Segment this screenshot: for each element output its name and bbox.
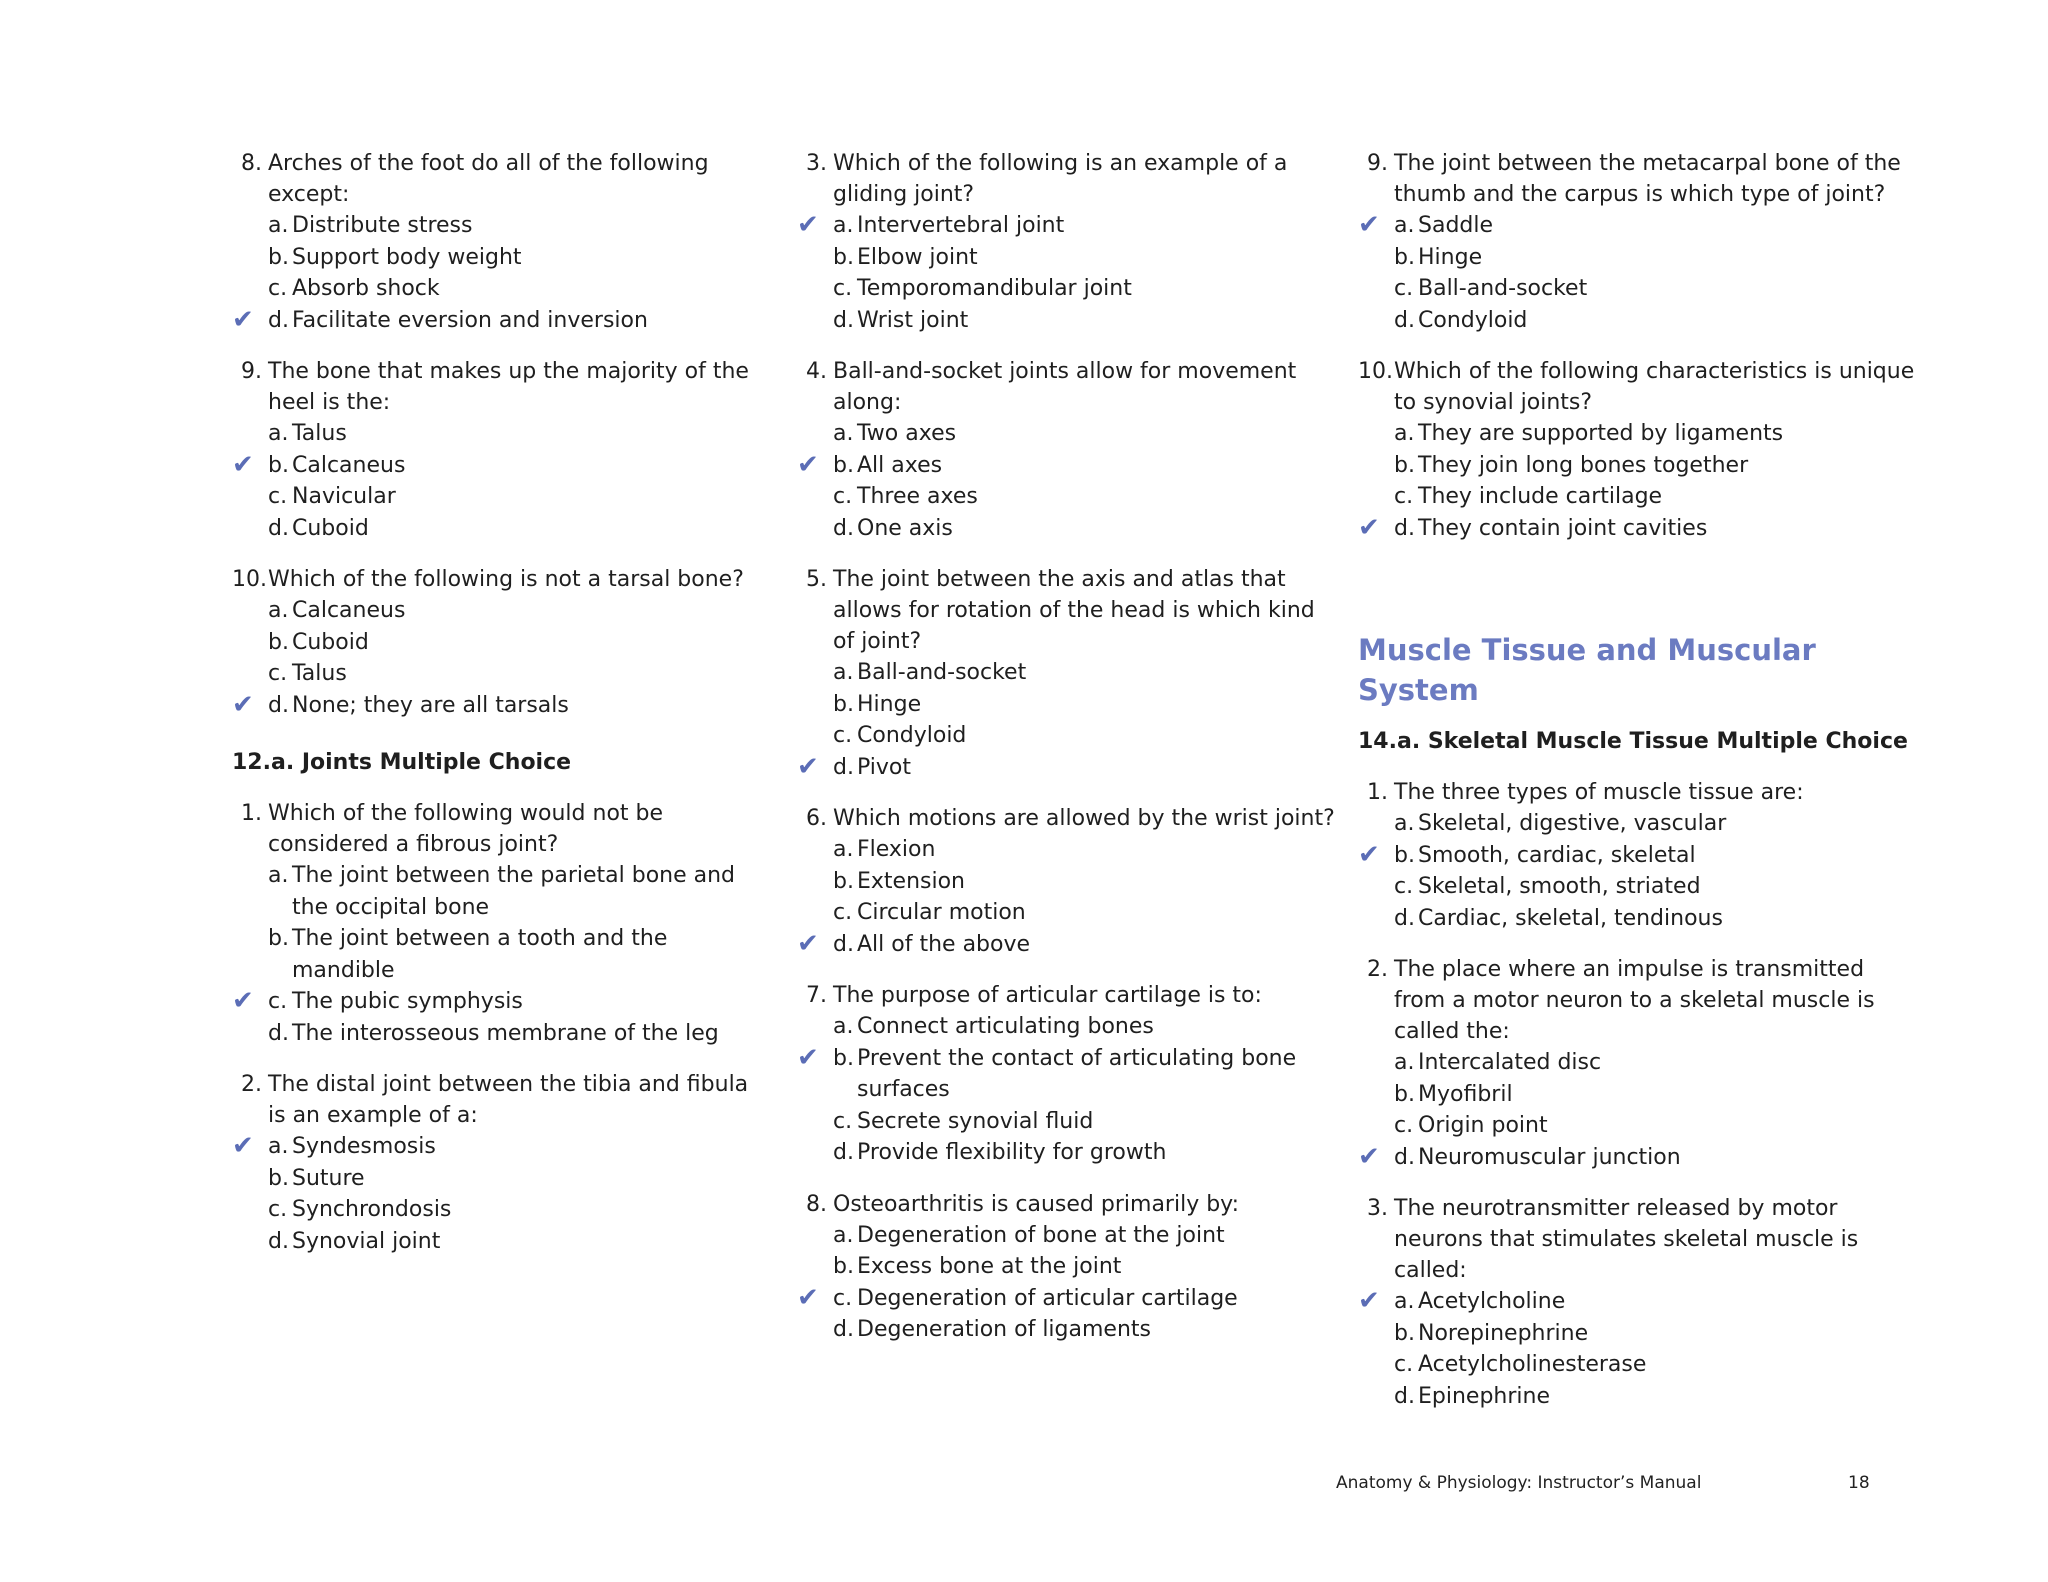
option-text: Facilitate eversion and inversion xyxy=(292,307,648,333)
answer-option xyxy=(1358,418,1918,450)
check-mark-icon: ✔ xyxy=(1358,1141,1380,1172)
answer-option xyxy=(797,242,1337,274)
question-number: 4. xyxy=(806,359,827,384)
answer-option xyxy=(1358,1142,1918,1174)
question-number: 6. xyxy=(806,806,827,831)
answer-option xyxy=(1358,1318,1918,1350)
answer-option xyxy=(797,1106,1337,1138)
option-letter: d. xyxy=(1394,905,1415,931)
question-number: 8. xyxy=(241,151,262,176)
answer-option xyxy=(1358,210,1918,242)
question-prompt: The joint between the metacarpal bone of the thumb and the carpus is which type of joint? xyxy=(1394,151,1901,207)
question-prompt: The place where an impulse is transmitted from a motor neuron to a skeletal muscle is called the: xyxy=(1394,957,1875,1044)
option-letter: c. xyxy=(833,900,853,925)
column-1 xyxy=(232,148,772,1277)
option-text: Smooth, cardiac, skeletal xyxy=(1418,842,1696,868)
question-item xyxy=(1358,148,1918,336)
answer-option xyxy=(232,450,772,482)
question-number: 1. xyxy=(241,801,262,826)
question-item xyxy=(232,148,772,336)
option-text: Calcaneus xyxy=(292,452,406,478)
option-letter: a. xyxy=(833,1014,854,1039)
question-item xyxy=(797,148,1337,336)
question-text xyxy=(797,148,1337,210)
answer-option xyxy=(232,1131,772,1163)
option-text: Navicular xyxy=(292,484,396,509)
option-letter: d. xyxy=(833,1140,854,1165)
answer-option xyxy=(797,418,1337,450)
option-letter: d. xyxy=(833,307,854,333)
answer-option xyxy=(797,720,1337,752)
answer-option xyxy=(1358,1079,1918,1111)
answer-option xyxy=(797,210,1337,242)
answer-option xyxy=(797,752,1337,784)
option-letter: d. xyxy=(833,1317,854,1342)
option-text: Cardiac, skeletal, tendinous xyxy=(1418,905,1723,931)
spacer xyxy=(797,544,1337,564)
option-text: Ball-and-socket xyxy=(857,660,1027,685)
answer-option xyxy=(232,1163,772,1195)
question-item xyxy=(232,1069,772,1257)
question-text xyxy=(232,356,772,418)
spacer xyxy=(1358,1412,1918,1432)
option-text: Support body weight xyxy=(292,244,522,270)
question-text xyxy=(797,564,1337,657)
option-text: Cuboid xyxy=(292,629,369,655)
option-letter: c. xyxy=(833,484,853,509)
question-text xyxy=(1358,954,1918,1047)
question-number: 2. xyxy=(1367,957,1388,982)
option-text: Skeletal, smooth, striated xyxy=(1418,874,1701,899)
question-text xyxy=(232,798,772,860)
option-letter: c. xyxy=(1394,484,1414,509)
question-item xyxy=(232,564,772,721)
option-letter: d. xyxy=(833,515,854,541)
option-text: The interosseous membrane of the leg xyxy=(292,1020,719,1046)
question-number: 10. xyxy=(1358,359,1393,384)
answer-option xyxy=(232,690,772,722)
question-text xyxy=(232,564,772,595)
question-item xyxy=(232,798,772,1049)
question-number: 10. xyxy=(232,567,267,592)
option-letter: d. xyxy=(1394,515,1415,541)
answer-option xyxy=(1358,1349,1918,1381)
spacer xyxy=(232,1049,772,1069)
check-mark-icon: ✔ xyxy=(1358,210,1380,240)
option-text: Synovial joint xyxy=(292,1228,441,1254)
option-text: Degeneration of ligaments xyxy=(857,1317,1151,1342)
spacer xyxy=(797,1346,1337,1366)
answer-option xyxy=(797,866,1337,898)
option-text: Temporomandibular joint xyxy=(857,276,1132,301)
option-text: Suture xyxy=(292,1165,365,1191)
option-text: Acetylcholinesterase xyxy=(1418,1352,1647,1377)
check-mark-icon: ✔ xyxy=(1358,1286,1380,1316)
answer-option xyxy=(232,210,772,242)
question-prompt: Which of the following is an example of a gliding joint? xyxy=(833,151,1288,207)
option-letter: b. xyxy=(833,1045,854,1071)
option-text: Absorb shock xyxy=(292,276,440,301)
question-item xyxy=(797,980,1337,1169)
option-text: Origin point xyxy=(1418,1113,1548,1138)
answer-option xyxy=(1358,871,1918,903)
answer-option xyxy=(1358,305,1918,337)
spacer xyxy=(1358,1173,1918,1193)
answer-option xyxy=(1358,1047,1918,1079)
question-prompt: Which of the following is not a tarsal bone? xyxy=(268,567,744,592)
option-letter: d. xyxy=(833,754,854,780)
option-letter: d. xyxy=(268,692,289,718)
option-letter: d. xyxy=(1394,1144,1415,1170)
answer-option xyxy=(797,689,1337,721)
answer-option xyxy=(1358,242,1918,274)
option-text: Prevent the contact of articulating bone surfaces xyxy=(857,1045,1297,1102)
option-text: Synchrondosis xyxy=(292,1197,452,1222)
option-text: They join long bones together xyxy=(1418,452,1749,478)
option-letter: a. xyxy=(268,213,289,238)
option-letter: a. xyxy=(833,213,854,238)
check-mark-icon: ✔ xyxy=(797,449,819,480)
question-number: 2. xyxy=(241,1072,262,1097)
question-text xyxy=(797,356,1337,418)
answer-option xyxy=(232,242,772,274)
answer-option xyxy=(232,305,772,337)
option-text: They contain joint cavities xyxy=(1418,515,1708,541)
question-prompt: The distal joint between the tibia and fibula is an example of a: xyxy=(268,1072,749,1128)
spacer xyxy=(232,336,772,356)
answer-option xyxy=(232,923,772,986)
question-item xyxy=(1358,777,1918,934)
spacer xyxy=(232,721,772,741)
question-text xyxy=(797,980,1337,1011)
option-text: Talus xyxy=(292,421,347,446)
answer-option xyxy=(232,1018,772,1050)
option-letter: a. xyxy=(1394,811,1415,836)
page-number: 18 xyxy=(1848,1473,1870,1493)
column-2 xyxy=(797,148,1337,1366)
question-text xyxy=(797,803,1337,834)
option-letter: d. xyxy=(268,515,289,541)
answer-option xyxy=(232,986,772,1018)
option-text: Three axes xyxy=(857,484,978,509)
question-text xyxy=(1358,356,1918,418)
spacer xyxy=(797,960,1337,980)
option-letter: b. xyxy=(833,868,854,894)
question-number: 5. xyxy=(806,567,827,592)
check-mark-icon: ✔ xyxy=(232,449,254,480)
answer-option xyxy=(797,657,1337,689)
answer-option xyxy=(797,834,1337,866)
option-letter: d. xyxy=(1394,307,1415,333)
option-letter: c. xyxy=(268,276,288,301)
option-letter: d. xyxy=(1394,1383,1415,1409)
question-item xyxy=(797,803,1337,960)
option-text: Degeneration of bone at the joint xyxy=(857,1222,1225,1248)
question-number: 1. xyxy=(1367,780,1388,805)
option-letter: b. xyxy=(1394,244,1415,270)
spacer xyxy=(232,544,772,564)
spacer xyxy=(1358,934,1918,954)
option-letter: c. xyxy=(268,484,288,509)
question-item xyxy=(797,1189,1337,1346)
answer-option xyxy=(1358,840,1918,872)
question-item xyxy=(232,356,772,544)
spacer xyxy=(797,336,1337,356)
option-text: Norepinephrine xyxy=(1418,1320,1589,1346)
option-letter: b. xyxy=(833,452,854,478)
answer-option xyxy=(797,1314,1337,1346)
question-prompt: The neurotransmitter released by motor neurons that stimulates skeletal muscle is called: xyxy=(1394,1196,1859,1283)
question-prompt: The purpose of articular cartilage is to: xyxy=(833,983,1262,1008)
option-text: Condyloid xyxy=(1418,307,1528,333)
option-text: Hinge xyxy=(857,691,922,717)
check-mark-icon: ✔ xyxy=(232,1131,254,1161)
answer-option xyxy=(797,897,1337,929)
option-letter: b. xyxy=(268,629,289,655)
question-item xyxy=(1358,1193,1918,1412)
answer-option xyxy=(232,627,772,659)
option-letter: a. xyxy=(1394,1289,1415,1314)
answer-option xyxy=(232,513,772,545)
spacer xyxy=(1358,336,1918,356)
option-letter: a. xyxy=(833,421,854,446)
answer-option xyxy=(797,1283,1337,1315)
answer-option xyxy=(1358,481,1918,513)
option-letter: b. xyxy=(1394,452,1415,478)
option-letter: a. xyxy=(1394,1050,1415,1075)
option-text: Skeletal, digestive, vascular xyxy=(1418,811,1727,836)
check-mark-icon: ✔ xyxy=(797,928,819,959)
check-mark-icon: ✔ xyxy=(797,1282,819,1313)
option-letter: b. xyxy=(1394,1320,1415,1346)
option-letter: b. xyxy=(1394,1081,1415,1107)
answer-option xyxy=(232,273,772,305)
question-text xyxy=(797,1189,1337,1220)
option-letter: c. xyxy=(833,276,853,301)
question-text xyxy=(1358,1193,1918,1286)
answer-option xyxy=(232,481,772,513)
question-item xyxy=(1358,954,1918,1173)
option-letter: c. xyxy=(833,1285,853,1311)
option-text: Circular motion xyxy=(857,900,1026,925)
answer-option xyxy=(1358,1381,1918,1413)
option-text: Degeneration of articular cartilage xyxy=(857,1285,1238,1311)
option-letter: a. xyxy=(268,598,289,623)
question-item xyxy=(797,564,1337,783)
option-text: One axis xyxy=(857,515,953,541)
option-text: Neuromuscular junction xyxy=(1418,1144,1681,1170)
answer-option xyxy=(232,418,772,450)
answer-option xyxy=(1358,513,1918,545)
answer-option xyxy=(232,1226,772,1258)
option-letter: a. xyxy=(268,863,289,888)
check-mark-icon: ✔ xyxy=(797,210,819,240)
answer-option xyxy=(1358,903,1918,935)
question-number: 3. xyxy=(806,151,827,176)
option-letter: d. xyxy=(833,931,854,957)
option-text: Extension xyxy=(857,868,966,894)
option-letter: b. xyxy=(268,926,289,951)
section-heading: 12.a. Joints Multiple Choice xyxy=(232,750,572,775)
option-text: Excess bone at the joint xyxy=(857,1254,1122,1279)
question-prompt: Osteoarthritis is caused primarily by: xyxy=(833,1191,1240,1217)
option-text: Acetylcholine xyxy=(1418,1289,1566,1314)
option-text: None; they are all tarsals xyxy=(292,692,569,718)
answer-option xyxy=(797,1043,1337,1106)
option-text: Saddle xyxy=(1418,213,1494,238)
option-letter: c. xyxy=(1394,874,1414,899)
question-prompt: The bone that makes up the majority of the heel is the: xyxy=(268,359,749,415)
option-text: All of the above xyxy=(857,931,1031,957)
question-prompt: The joint between the axis and atlas that allows for rotation of the head is which kind of joint? xyxy=(833,567,1315,654)
answer-option xyxy=(232,860,772,923)
answer-option xyxy=(232,658,772,690)
question-prompt: Arches of the foot do all of the following except: xyxy=(268,151,709,207)
option-text: Distribute stress xyxy=(292,213,473,238)
option-text: Secrete synovial fluid xyxy=(857,1108,1094,1134)
question-prompt: Which motions are allowed by the wrist joint? xyxy=(833,806,1335,831)
option-letter: a. xyxy=(268,421,289,446)
option-letter: b. xyxy=(833,691,854,717)
check-mark-icon: ✔ xyxy=(232,986,254,1016)
question-text xyxy=(1358,777,1918,808)
check-mark-icon: ✔ xyxy=(797,1042,819,1073)
option-text: Wrist joint xyxy=(857,307,969,333)
option-text: Myofibril xyxy=(1418,1081,1513,1107)
option-text: The joint between a tooth and the mandible xyxy=(292,926,668,983)
option-letter: d. xyxy=(268,307,289,333)
option-text: Hinge xyxy=(1418,244,1483,270)
option-text: Pivot xyxy=(857,754,912,780)
question-text xyxy=(232,148,772,210)
option-letter: c. xyxy=(268,989,288,1014)
option-letter: d. xyxy=(268,1020,289,1046)
question-item xyxy=(797,356,1337,544)
option-text: Cuboid xyxy=(292,515,369,541)
answer-option xyxy=(1358,1286,1918,1318)
question-prompt: Which of the following characteristics is unique to synovial joints? xyxy=(1394,359,1915,415)
option-letter: a. xyxy=(833,837,854,862)
chapter-heading: Muscle Tissue and Muscular System xyxy=(1358,633,1816,707)
option-text: Calcaneus xyxy=(292,598,406,623)
option-letter: a. xyxy=(1394,421,1415,446)
option-text: The pubic symphysis xyxy=(292,989,523,1014)
check-mark-icon: ✔ xyxy=(797,751,819,782)
spacer xyxy=(232,1257,772,1277)
option-letter: c. xyxy=(833,1108,853,1134)
option-letter: c. xyxy=(268,1197,288,1222)
answer-option xyxy=(797,513,1337,545)
check-mark-icon: ✔ xyxy=(1358,839,1380,870)
option-letter: b. xyxy=(268,1165,289,1191)
option-letter: c. xyxy=(268,661,288,686)
question-number: 7. xyxy=(806,983,827,1008)
check-mark-icon: ✔ xyxy=(232,304,254,335)
question-item xyxy=(1358,356,1918,544)
option-text: Condyloid xyxy=(857,723,967,748)
check-mark-icon: ✔ xyxy=(1358,512,1380,543)
option-letter: c. xyxy=(1394,1352,1414,1377)
answer-option xyxy=(1358,808,1918,840)
option-text: Two axes xyxy=(857,421,957,446)
option-letter: c. xyxy=(833,723,853,748)
column-3 xyxy=(1358,148,1918,1432)
answer-option xyxy=(797,1137,1337,1169)
option-text: Intervertebral joint xyxy=(857,213,1065,238)
question-number: 3. xyxy=(1367,1196,1388,1221)
check-mark-icon: ✔ xyxy=(232,689,254,720)
question-number: 9. xyxy=(1367,151,1388,176)
option-letter: c. xyxy=(1394,1113,1414,1138)
option-text: Provide flexibility for growth xyxy=(857,1140,1167,1165)
option-text: They are supported by ligaments xyxy=(1418,421,1784,446)
question-number: 8. xyxy=(806,1191,827,1217)
option-letter: a. xyxy=(268,1134,289,1159)
question-number: 9. xyxy=(241,359,262,384)
section-heading: 14.a. Skeletal Muscle Tissue Multiple Choice xyxy=(1358,729,1908,754)
option-text: Connect articulating bones xyxy=(857,1014,1154,1039)
answer-option xyxy=(232,595,772,627)
answer-option xyxy=(797,481,1337,513)
option-text: Flexion xyxy=(857,837,936,862)
option-text: Elbow joint xyxy=(857,244,978,270)
option-text: Syndesmosis xyxy=(292,1134,436,1159)
answer-option xyxy=(1358,273,1918,305)
answer-option xyxy=(797,1220,1337,1252)
answer-option xyxy=(797,305,1337,337)
option-text: Epinephrine xyxy=(1418,1383,1550,1409)
option-letter: a. xyxy=(833,660,854,685)
answer-option xyxy=(1358,450,1918,482)
answer-option xyxy=(797,929,1337,961)
option-letter: a. xyxy=(1394,213,1415,238)
question-text xyxy=(232,1069,772,1131)
question-prompt: Which of the following would not be considered a fibrous joint? xyxy=(268,801,664,857)
option-letter: b. xyxy=(1394,842,1415,868)
spacer xyxy=(797,1169,1337,1189)
option-letter: d. xyxy=(268,1228,289,1254)
answer-option xyxy=(232,1194,772,1226)
answer-option xyxy=(1358,1110,1918,1142)
spacer xyxy=(797,783,1337,803)
question-prompt: Ball-and-socket joints allow for movement along: xyxy=(833,359,1297,415)
answer-option xyxy=(797,1011,1337,1043)
option-text: The joint between the parietal bone and the occipital bone xyxy=(292,863,736,920)
option-letter: b. xyxy=(268,244,289,270)
question-prompt: The three types of muscle tissue are: xyxy=(1394,780,1804,805)
option-letter: b. xyxy=(268,452,289,478)
spacer xyxy=(1358,544,1918,564)
answer-option xyxy=(797,273,1337,305)
option-letter: a. xyxy=(833,1222,854,1248)
option-text: Ball-and-socket xyxy=(1418,276,1588,301)
footer-title: Anatomy & Physiology: Instructor’s Manual xyxy=(1336,1473,1702,1493)
option-letter: c. xyxy=(1394,276,1414,301)
question-text xyxy=(1358,148,1918,210)
option-letter: b. xyxy=(833,1254,854,1279)
option-text: Talus xyxy=(292,661,347,686)
option-letter: b. xyxy=(833,244,854,270)
option-text: They include cartilage xyxy=(1418,484,1663,509)
answer-option xyxy=(797,450,1337,482)
option-text: Intercalated disc xyxy=(1418,1050,1602,1075)
answer-option xyxy=(797,1251,1337,1283)
option-text: All axes xyxy=(857,452,943,478)
